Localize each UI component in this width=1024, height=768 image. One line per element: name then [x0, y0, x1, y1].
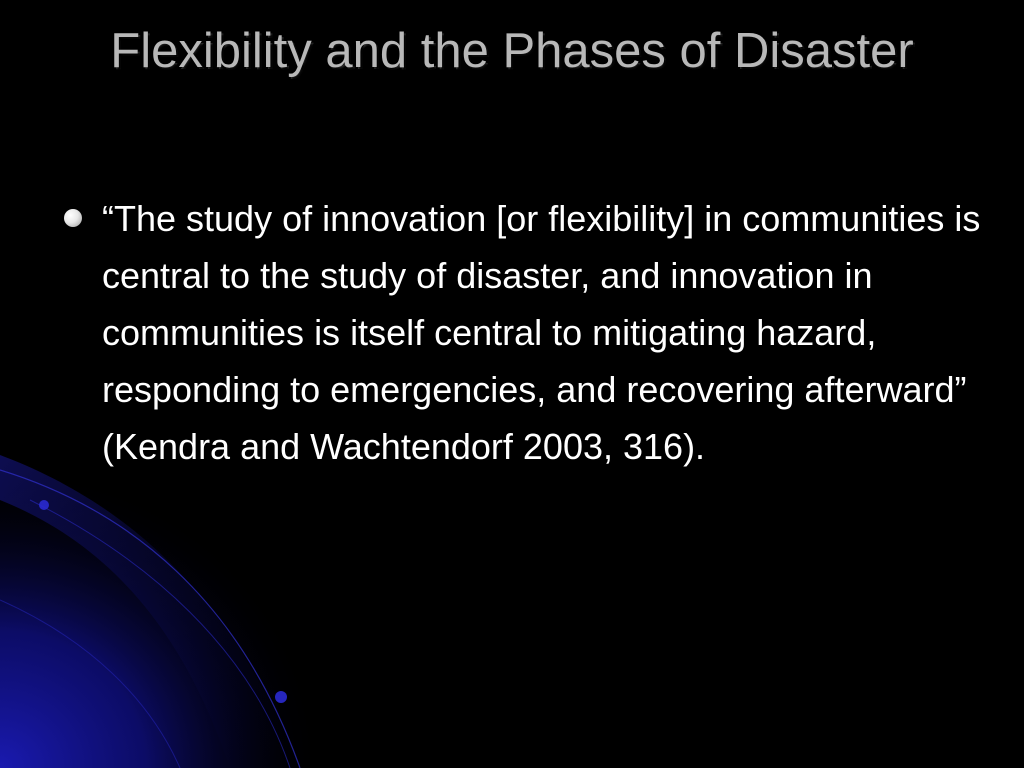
bullet-dot-icon: [64, 209, 82, 227]
bullet-item: [62, 190, 982, 475]
swoosh-dot-1: [39, 500, 49, 510]
swoosh-dot-2: [275, 691, 287, 703]
slide-title: Flexibility and the Phases of Disaster: [110, 24, 914, 78]
bullet-list: [62, 190, 982, 475]
bullet-text: “The study of innovation [or flexibility] in communities is central to the study of disaster, and innovation in communities is itself central to mitigating hazard, responding to emergencies, and recovering afterward” (Kendra and Wachtendorf 2003, 316).: [102, 198, 981, 467]
